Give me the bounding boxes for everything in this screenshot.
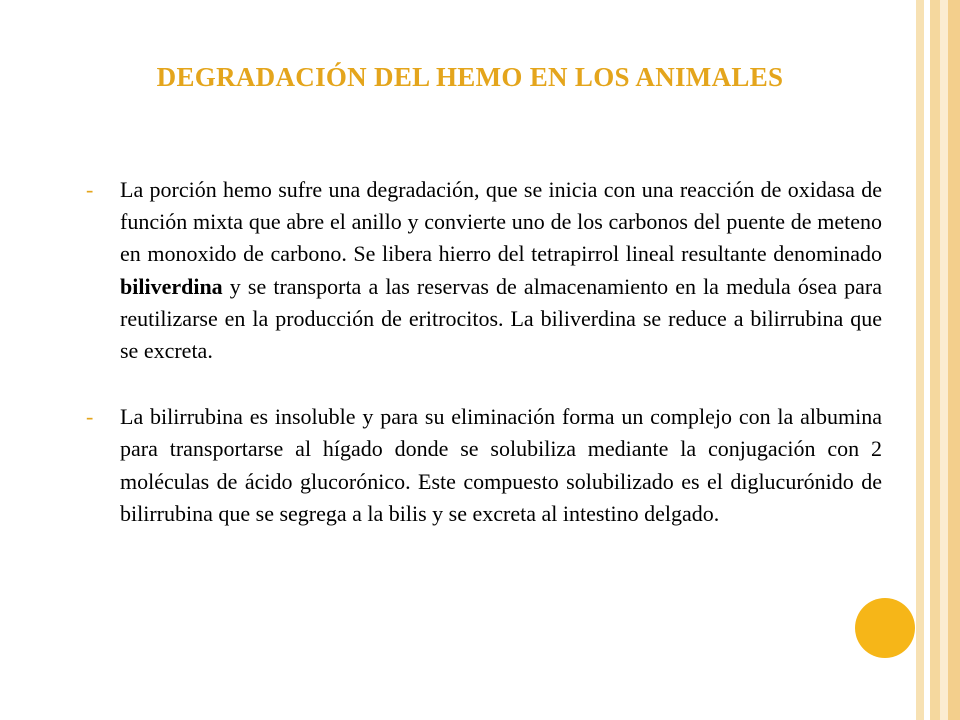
bullet-dash: - xyxy=(86,177,94,202)
decorative-stripes xyxy=(916,0,960,720)
paragraph-heme-degradation xyxy=(120,174,882,367)
bullet-dash: - xyxy=(86,404,94,430)
decorative-circle xyxy=(855,598,915,658)
list-item xyxy=(86,401,882,530)
paragraph-text: La porción hemo sufre una degradación, que se inicia con una reacción de oxidasa de función mixta que abre el anillo y convierte uno de los carbonos del puente de meteno en monoxido de carbono. Se libera hierro del tetrapirrol lineal resultante denominado xyxy=(120,177,882,267)
stripe xyxy=(930,0,940,720)
bullet-list xyxy=(86,174,882,530)
stripe xyxy=(948,0,960,720)
stripe xyxy=(940,0,948,720)
bold-term-biliverdina: biliverdina xyxy=(120,273,223,299)
stripe xyxy=(916,0,924,720)
paragraph-bilirubin-elimination: La bilirrubina es insoluble y para su eliminación forma un complejo con la albumina para transportarse al hígado donde se solubiliza mediante la conjugación con 2 moléculas de ácido glucorónico. Este compuesto solubilizado es el diglucurónido de bilirrubina que se segrega a la bilis y se excreta al intestino delgado. xyxy=(120,404,882,526)
paragraph-text: y se transporta a las reservas de almacenamiento en la medula ósea para reutilizarse en la producción de eritrocitos. La biliverdina se reduce a bilirrubina que se excreta. xyxy=(120,273,882,364)
list-item xyxy=(86,174,882,367)
slide-title: DEGRADACIÓN DEL HEMO EN LOS ANIMALES xyxy=(156,62,784,92)
